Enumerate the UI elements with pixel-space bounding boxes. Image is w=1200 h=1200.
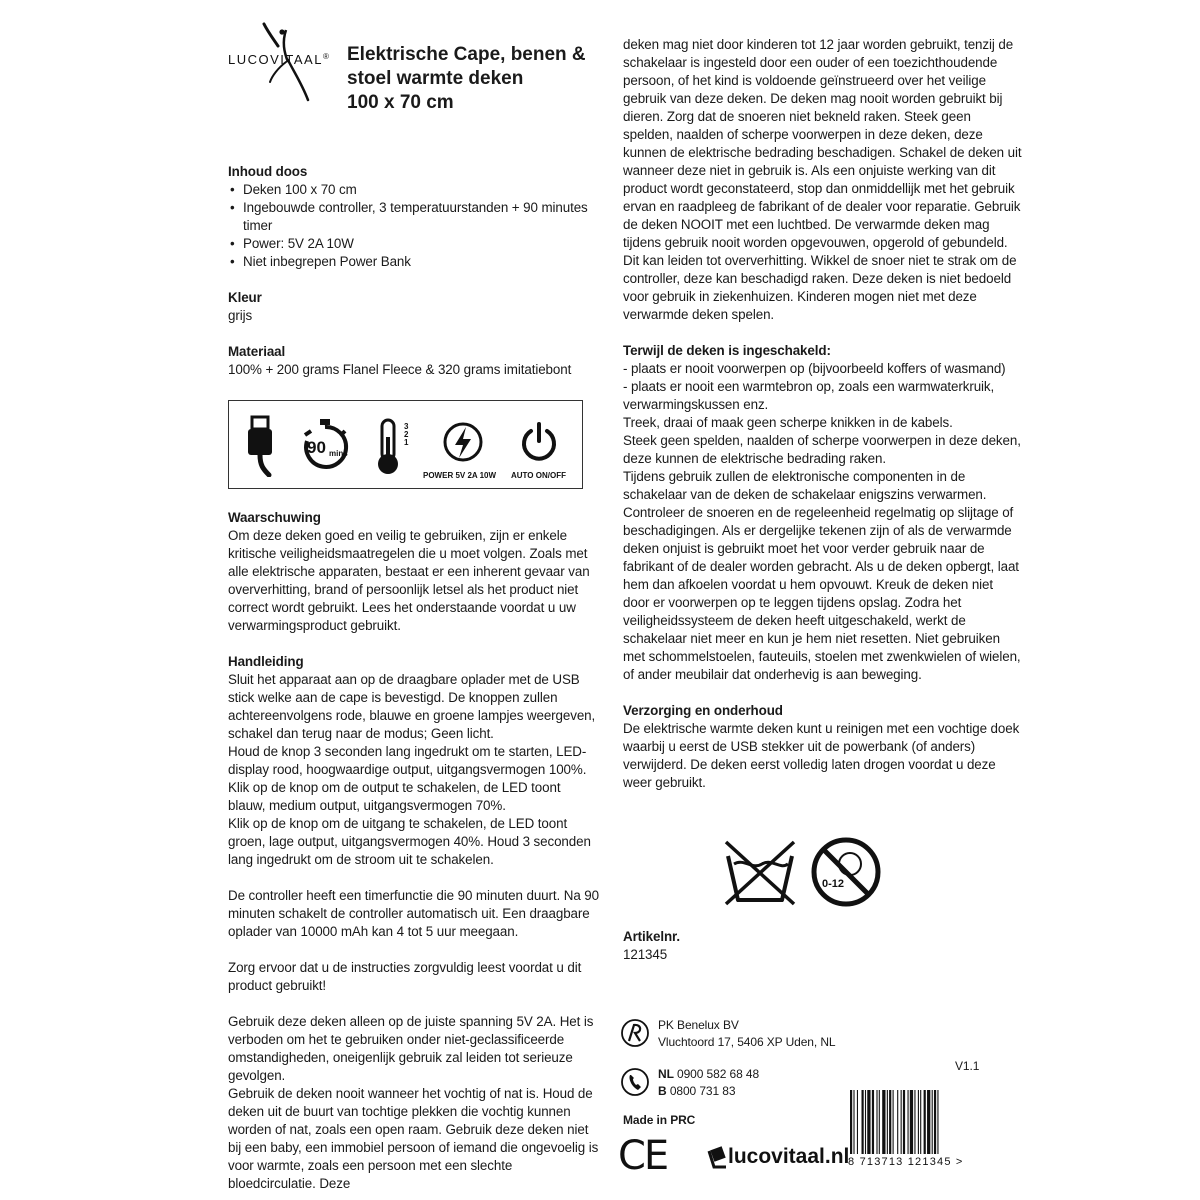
timer-text: De controller heeft een timerfunctie die 90 minuten duurt. Na 90 minuten schakelt de controller automatisch uit. Een draagbare oplader van 10000 mAh kan 4 tot 5 uur meegaan. (228, 888, 599, 939)
manual-section (228, 653, 600, 869)
registered-mark: ® (322, 52, 331, 61)
article-section (623, 928, 680, 964)
right-column (623, 36, 1023, 810)
age-label: 0-12 (822, 878, 845, 890)
temperature-icon (375, 417, 417, 477)
brand-wordmark (228, 52, 330, 67)
barcode-bars (848, 1090, 973, 1156)
no-children-icon (810, 836, 882, 908)
contents-section (228, 163, 600, 271)
list-item: • Niet inbegrepen Power Bank (228, 253, 600, 271)
contents-list (228, 181, 600, 271)
phone-info (658, 1066, 759, 1100)
color-heading: Kleur (228, 290, 262, 305)
list-item: • Power: 5V 2A 10W (228, 235, 600, 253)
timer-value: 90 (307, 438, 326, 457)
warning-text: Om deze deken goed en veilig te gebruiken, zijn er enkele kritische veiligheidsmaatregelen die u moet volgen. Zoals met alle elektrische apparaten, bestaat er een inherent gevaar van oververhitting, brand of persoonlijk letsel als het product niet correct wordt gebruikt. Lees het onderstaande voordat u uw verwarmingsproduct gebruikt. (228, 528, 590, 633)
manual-text: Sluit het apparaat aan op de draagbare oplader met de USB stick welke aan de cape is bevestigd. De knoppen zullen achtereenvolgens rode, blauwe en groene lampjes weergeven, schakel dan terug naar de modus; Geen licht. Houd de knop 3 seconden lang ingedrukt om te starten, LED-display rood, hoogwaardige output, uitgangsvermogen 100%. Klik op de knop om de output te schakelen, de LED toont blauw, medium output, uitgangsvermogen 70%. Klik op de knop om de uitgang te schakelen, de LED toont groen, lage output, uitgangsvermogen 40%. Houd 3 seconden lang ingedrukt om de stroom uit te schakelen. (228, 672, 596, 867)
version-label: V1.1 (955, 1059, 980, 1073)
company-address: Vluchtoord 17, 5406 XP Uden, NL (658, 1035, 836, 1049)
timer-section (228, 887, 600, 941)
phone-b-number: 0800 731 83 (669, 1084, 736, 1098)
auto-caption: AUTO ON/OFF (511, 471, 566, 480)
list-item: • Ingebouwde controller, 3 temperatuurstanden + 90 minutes timer (228, 199, 600, 235)
while-on-section (623, 342, 1023, 684)
warning-section (228, 509, 600, 635)
material-section (228, 343, 600, 379)
power-bolt-icon (443, 421, 483, 463)
no-wash-icon (722, 838, 798, 906)
list-item: • Deken 100 x 70 cm (228, 181, 600, 199)
contents-heading: Inhoud doos (228, 164, 308, 179)
timer-icon (295, 417, 355, 477)
continuation-text: deken mag niet door kinderen tot 12 jaar worden gebruikt, tenzij de schakelaar is ingesteld door een ouder of een toezichthoudende persoon, of het kind is voldoende geïnstrueerd over het veilige gebruik van deze deken. De deken mag nooit worden gebruikt bij dieren. Zorg dat de snoeren niet bekneld raken. Steek geen spelden, naalden of scherpe voorwerpen in deze deken, deze kunnen de elektrische bedrading beschadigen. Schakel de deken uit wanneer deze niet in gebruik is. Als een onjuiste werking van dit product wordt geconstateerd, stop dan onmiddellijk met het gebruik ervan en raadpleeg de fabrikant of de dealer voor reparatie. Gebruik de deken NOOIT met een luchtbed. De verwarmde deken mag tijdens gebruik nooit worden opgevouwen, opgerold of gebundeld. Dit kan leiden tot oververhitting. Wikkel de snoer niet te strak om de controller, deze kan beschadigd raken. Deze deken is niet bedoeld voor gebruik in ziekenhuizen. Kinderen mogen niet met deze verwarmde deken spelen. (623, 37, 1022, 322)
left-column (228, 163, 600, 397)
read-section (228, 959, 600, 995)
continuation-section (623, 36, 1023, 324)
cart-icon (706, 1145, 728, 1171)
care-text: De elektrische warmte deken kunt u reinigen met een vochtige doek waarbij u eerst de USB stekker uit de powerbank (of anders) verwijderd. De deken eerst volledig laten drogen voordat u deze weer gebruikt. (623, 721, 1020, 790)
company-info (658, 1017, 835, 1051)
temp-level: 1 (404, 438, 409, 447)
phone-nl-label: NL (658, 1067, 674, 1081)
while-on-heading: Terwijl de deken is ingeschakeld: (623, 343, 831, 358)
phone-b-label: B (658, 1084, 667, 1098)
temp-level: 2 (404, 430, 409, 439)
ce-mark: CE (618, 1133, 668, 1179)
color-value: grijs (228, 308, 253, 323)
voltage-text: Gebruik deze deken alleen op de juiste spanning 5V 2A. Het is verboden om het te gebruiken onder niet-geclassificeerde omstandigheden, oneigenlijk gebruik zal leiden tot serieuze gevolgen. Gebruik de deken nooit wanneer het vochtig of nat is. Houd de deken uit de buurt van tochtige plekken die vochtig kunnen worden of nat, zoals een open raam. Gebruik deze deken niet bij een baby, een immobiel persoon of iemand die ongevoelig is voor warmte, zoals een persoon met een slechte bloedcirculatie. Deze (228, 1014, 599, 1191)
read-text: Zorg ervoor dat u de instructies zorgvuldig leest voordat u dit product gebruikt! (228, 960, 582, 993)
brand-name: LUCOVITAAL (228, 52, 323, 67)
timer-unit: mins (329, 449, 348, 458)
left-column-lower (228, 509, 600, 1193)
phone-icon (620, 1067, 650, 1097)
feature-icon-box (228, 400, 583, 489)
brand-logo (228, 22, 343, 102)
power-button-icon (518, 421, 560, 463)
article-number: 121345 (623, 947, 668, 962)
manual-heading: Handleiding (228, 654, 304, 669)
color-section (228, 289, 600, 325)
temp-level: 3 (404, 422, 409, 431)
phone-nl-number: 0900 582 68 48 (677, 1067, 760, 1081)
product-title: Elektrische Cape, benen & stoel warmte deken 100 x 70 cm (347, 44, 586, 113)
care-section (623, 702, 1023, 792)
material-value: 100% + 200 grams Flanel Fleece & 320 grams imitatiebont (228, 362, 572, 377)
usb-plug-icon (243, 415, 277, 477)
website-url: lucovitaal.nl (728, 1145, 850, 1168)
pk-logo-icon (620, 1018, 650, 1048)
article-heading: Artikelnr. (623, 929, 681, 944)
material-heading: Materiaal (228, 344, 286, 359)
barcode-digits: 8 713713 121345 > (848, 1156, 964, 1168)
company-name: PK Benelux BV (658, 1018, 739, 1032)
power-caption: POWER 5V 2A 10W (423, 471, 497, 480)
warning-heading: Waarschuwing (228, 510, 321, 525)
while-on-text: - plaats er nooit voorwerpen op (bijvoorbeeld koffers of wasmand) - plaats er nooit een warmtebron op, zoals een warmwaterkruik, verwarmingskussen enz. Treek, draai of maak geen scherpe knikken in de kabels. Steek geen spelden, naalden of scherpe voorwerpen in deze deken, deze kunnen de elektrische bedrading raken. Tijdens gebruik zullen de elektronische componenten in de schakelaar van de deken de schakelaar enigszins verwarmen. Controleer de snoeren en de regeleenheid regelmatig op slijtage of beschadigingen. Als er dergelijke tekenen zijn of als de verwarmde deken onjuist is gebruikt moet het voor verder gebruik naar de fabrikant of de dealer worden gebracht. Als u de deken opbergt, laat hem dan afkoelen voordat u hem opvouwt. Kreuk de deken niet door er voorwerpen op te leggen tijdens opslag. Zodra het veiligheidssysteem de deken heeft uitgeschakeld, werkt de schakelaar niet meer en kun je hem niet resetten. Niet gebruiken met schommelstoelen, fauteuils, stoelen met zwenkwielen of wielen, of ander meubilair dat onderhevig is aan beweging. (623, 361, 1021, 682)
barcode (848, 1090, 973, 1170)
care-heading: Verzorging en onderhoud (623, 703, 783, 718)
made-in-label: Made in PRC (623, 1113, 696, 1127)
voltage-section (228, 1013, 600, 1193)
